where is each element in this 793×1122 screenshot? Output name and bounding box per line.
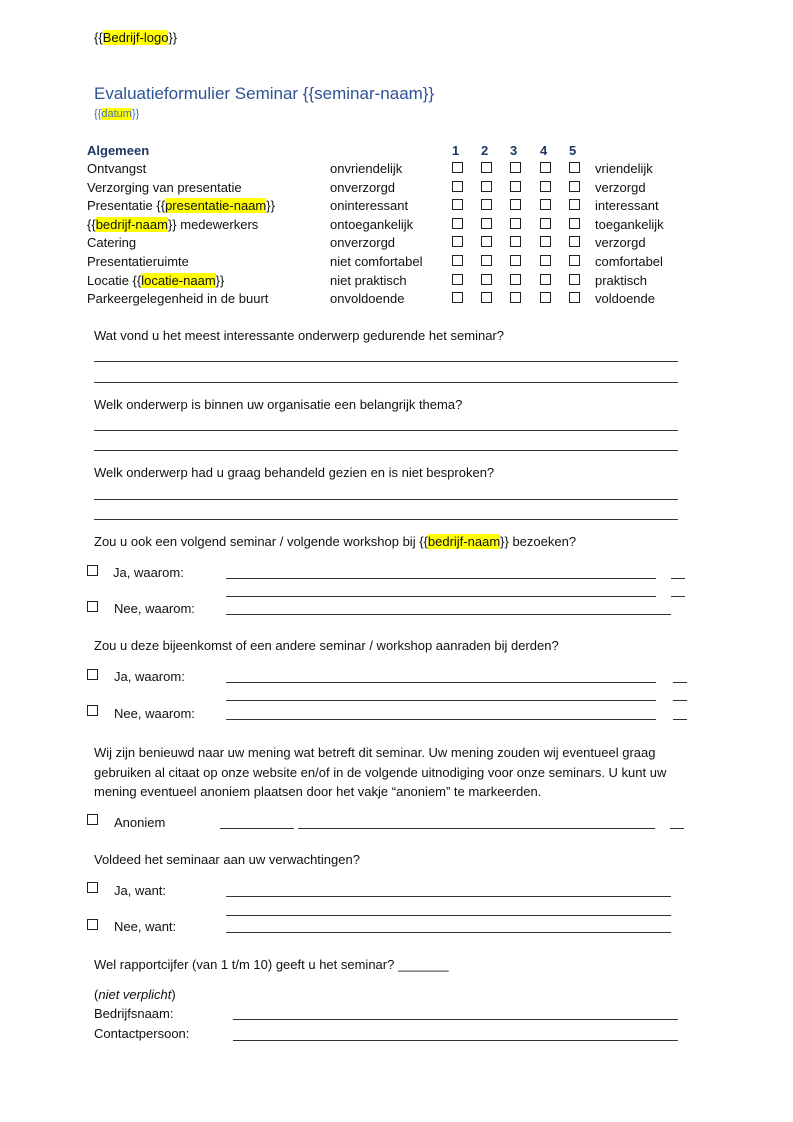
rating-checkbox-1[interactable]: [452, 181, 463, 192]
rating-criterion: Presentatie {{presentatie-naam}}: [87, 198, 275, 214]
question-3: Welk onderwerp had u graag behandeld gezien en is niet besproken?: [94, 465, 495, 480]
scale-low-label: oninteressant: [330, 198, 409, 214]
question-2: Welk onderwerp is binnen uw organisatie een belangrijk thema?: [94, 397, 463, 412]
rating-checkbox-2[interactable]: [481, 255, 492, 266]
answer-line[interactable]: [670, 828, 684, 829]
rating-checkbox-1[interactable]: [452, 274, 463, 285]
yes-checkbox[interactable]: [87, 565, 98, 576]
scale-high-label: praktisch: [595, 272, 648, 288]
opinion-text-line: gebruiken al citaat op onze website en/of in de volgende uitnodiging voor onze seminars. U kunt uw: [94, 765, 667, 780]
contact-label: Contactpersoon:: [94, 1026, 190, 1041]
rating-criterion: Parkeergelegenheid in de buurt: [87, 291, 269, 307]
rating-checkbox-4[interactable]: [540, 255, 551, 266]
rating-checkbox-3[interactable]: [510, 236, 521, 247]
answer-line[interactable]: [226, 682, 656, 683]
answer-line[interactable]: [226, 719, 656, 720]
scale-high-label: verzorgd: [595, 235, 646, 251]
scale-high-label: voldoende: [595, 291, 655, 307]
no-checkbox[interactable]: [87, 705, 98, 716]
yes-checkbox[interactable]: [87, 882, 98, 893]
rating-checkbox-5[interactable]: [569, 292, 580, 303]
rating-checkbox-5[interactable]: [569, 199, 580, 210]
rating-checkbox-5[interactable]: [569, 274, 580, 285]
answer-line[interactable]: [94, 430, 678, 431]
answer-line[interactable]: [94, 450, 678, 451]
question-1: Wat vond u het meest interessante onderwerp gedurende het seminar?: [94, 328, 504, 343]
rating-checkbox-5[interactable]: [569, 181, 580, 192]
yes-label: Ja, want:: [114, 883, 167, 898]
rating-criterion: {{bedrijf-naam}} medewerkers: [87, 216, 259, 232]
rating-checkbox-2[interactable]: [481, 292, 492, 303]
logo-placeholder: {{Bedrijf-logo}}: [94, 30, 178, 45]
answer-line[interactable]: [94, 499, 678, 500]
rating-criterion: Ontvangst: [87, 161, 147, 176]
scale-high-label: toegankelijk: [595, 216, 664, 232]
scale-high-label: verzorgd: [595, 179, 646, 195]
anonymous-checkbox[interactable]: [87, 814, 98, 825]
scale-high-label: vriendelijk: [595, 161, 653, 176]
answer-line[interactable]: [220, 828, 294, 829]
rating-checkbox-5[interactable]: [569, 255, 580, 266]
scale-label: 5: [569, 143, 577, 158]
question-7: Wel rapportcijfer (van 1 t/m 10) geeft u het seminar? _______: [94, 957, 449, 972]
rating-checkbox-4[interactable]: [540, 236, 551, 247]
rating-checkbox-3[interactable]: [510, 274, 521, 285]
opinion-text-line: Wij zijn benieuwd naar uw mening wat betreft dit seminar. Uw mening zouden wij eventueel graag: [94, 745, 656, 760]
rating-checkbox-4[interactable]: [540, 218, 551, 229]
question-6: Voldeed het seminaar aan uw verwachtingen?: [94, 852, 360, 867]
scale-low-label: onvoldoende: [330, 291, 405, 307]
rating-checkbox-2[interactable]: [481, 162, 492, 173]
rating-checkbox-3[interactable]: [510, 181, 521, 192]
answer-line[interactable]: [226, 596, 656, 597]
rating-checkbox-3[interactable]: [510, 162, 521, 173]
company-label: Bedrijfsnaam:: [94, 1006, 174, 1021]
scale-label: 1: [452, 143, 460, 158]
rating-criterion: Catering: [87, 235, 137, 251]
scale-label: 4: [540, 143, 548, 158]
answer-line[interactable]: [673, 719, 687, 720]
answer-line[interactable]: [94, 519, 678, 520]
answer-line[interactable]: [298, 828, 655, 829]
rating-criterion: Locatie {{locatie-naam}}: [87, 272, 225, 288]
rating-checkbox-3[interactable]: [510, 292, 521, 303]
scale-low-label: niet comfortabel: [330, 254, 423, 269]
no-label: Nee, want:: [114, 919, 177, 934]
no-checkbox[interactable]: [87, 919, 98, 930]
answer-line[interactable]: [226, 932, 671, 933]
no-checkbox[interactable]: [87, 601, 98, 612]
answer-line[interactable]: [673, 682, 687, 683]
rating-checkbox-2[interactable]: [481, 181, 492, 192]
rating-checkbox-4[interactable]: [540, 274, 551, 285]
yes-label: Ja, waarom:: [114, 669, 185, 684]
answer-line[interactable]: [673, 700, 687, 701]
opinion-text-line: mening eventueel anoniem plaatsen door het vakje “anoniem” te markeerden.: [94, 784, 542, 799]
question-4: Zou u ook een volgend seminar / volgende workshop bij {{bedrijf-naam}} bezoeken?: [94, 534, 577, 549]
scale-low-label: onverzorgd: [330, 235, 396, 251]
rating-checkbox-1[interactable]: [452, 162, 463, 173]
rating-checkbox-2[interactable]: [481, 199, 492, 210]
rating-checkbox-5[interactable]: [569, 218, 580, 229]
no-label: Nee, waarom:: [114, 601, 195, 616]
scale-low-label: niet praktisch: [330, 272, 407, 288]
rating-heading: Algemeen: [87, 143, 150, 158]
rating-checkbox-3[interactable]: [510, 218, 521, 229]
answer-line[interactable]: [226, 700, 656, 701]
scale-label: 2: [481, 143, 489, 158]
answer-line[interactable]: [226, 896, 671, 897]
scale-high-label: interessant: [595, 198, 659, 214]
answer-line[interactable]: [671, 596, 685, 597]
rating-criterion: Verzorging van presentatie: [87, 179, 242, 195]
rating-checkbox-1[interactable]: [452, 218, 463, 229]
answer-line[interactable]: [226, 915, 671, 916]
answer-line[interactable]: [94, 382, 678, 383]
scale-low-label: onverzorgd: [330, 179, 396, 195]
rating-checkbox-1[interactable]: [452, 292, 463, 303]
rating-checkbox-1[interactable]: [452, 236, 463, 247]
rating-checkbox-5[interactable]: [569, 236, 580, 247]
rating-checkbox-2[interactable]: [481, 274, 492, 285]
scale-label: 3: [510, 143, 518, 158]
rating-checkbox-3[interactable]: [510, 199, 521, 210]
rating-checkbox-2[interactable]: [481, 218, 492, 229]
page-title: Evaluatieformulier Seminar {{seminar-naam}}: [94, 84, 435, 103]
yes-checkbox[interactable]: [87, 669, 98, 680]
contact-field[interactable]: [233, 1040, 678, 1041]
scale-high-label: comfortabel: [595, 254, 663, 269]
yes-label: Ja, waarom:: [113, 565, 184, 580]
optional-note: (niet verplicht): [94, 987, 176, 1002]
rating-checkbox-4[interactable]: [540, 292, 551, 303]
scale-low-label: onvriendelijk: [330, 161, 403, 176]
answer-line[interactable]: [671, 578, 685, 579]
rating-checkbox-4[interactable]: [540, 162, 551, 173]
date-placeholder: {{datum}}: [94, 108, 140, 120]
rating-checkbox-1[interactable]: [452, 199, 463, 210]
scale-low-label: ontoegankelijk: [330, 216, 414, 232]
rating-checkbox-3[interactable]: [510, 255, 521, 266]
rating-checkbox-1[interactable]: [452, 255, 463, 266]
answer-line[interactable]: [94, 361, 678, 362]
anonymous-label: Anoniem: [114, 815, 166, 830]
rating-checkbox-4[interactable]: [540, 199, 551, 210]
company-field[interactable]: [233, 1019, 678, 1020]
answer-line[interactable]: [226, 578, 656, 579]
no-label: Nee, waarom:: [114, 706, 195, 721]
question-5: Zou u deze bijeenkomst of een andere seminar / workshop aanraden bij derden?: [94, 638, 559, 653]
rating-criterion: Presentatieruimte: [87, 254, 189, 269]
rating-checkbox-2[interactable]: [481, 236, 492, 247]
rating-checkbox-5[interactable]: [569, 162, 580, 173]
answer-line[interactable]: [226, 614, 671, 615]
rating-checkbox-4[interactable]: [540, 181, 551, 192]
